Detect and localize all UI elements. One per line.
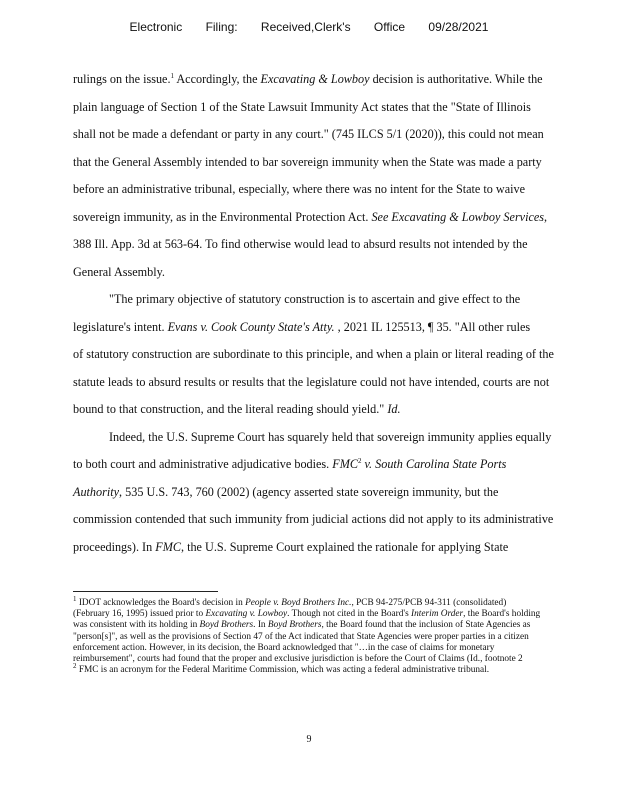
paragraph-1: [73, 66, 593, 286]
header-office: Office: [373, 20, 406, 34]
footnote-ref-2: 2: [358, 456, 362, 465]
p2-l5-text-a: bound to that construction, and the literal reading should yield.": [73, 402, 388, 416]
p2-line-5: [73, 396, 593, 424]
case-name-evans: Evans v. Cook County State's Atty.: [167, 319, 335, 334]
footnote-2-number: 2: [73, 662, 77, 671]
p2-l2-text-a: legislature's intent.: [73, 319, 168, 334]
p2-line-1: "The primary objective of statutory construction is to ascertain and give effect to the: [109, 292, 521, 306]
p1-l1-text-b: Accordingly, the: [174, 72, 261, 86]
p3-line-3: [73, 479, 593, 507]
p3-l5-text-a: proceedings). In: [73, 539, 156, 554]
fn1-text-d: , the Board's holding was consistent with its holding in: [73, 609, 541, 631]
paragraph-3: [73, 424, 593, 562]
p2-line-4: statute leads to absurd results or results that the legislature could not have intended, courts are not: [73, 374, 550, 389]
footnote-ref-1: 1: [170, 71, 174, 80]
footnote-1: [73, 594, 543, 665]
footnote-divider: [73, 591, 218, 592]
fn1-text-a: IDOT acknowledges the Board's decision in: [76, 598, 246, 608]
header-received-clerks: Received,Clerk's: [260, 20, 351, 34]
footnotes: [73, 594, 543, 676]
p1-line-4: that the General Assembly intended to bar sovereign immunity when the State was made a party: [73, 154, 542, 169]
p1-line-2: plain language of Section 1 of the State Lawsuit Immunity Act states that the "State of Illinois: [73, 99, 531, 114]
fn1-case-excavating-lowboy: Excavating v. Lowboy: [205, 609, 288, 620]
p3-l3-text-b: , 535 U.S. 743, 760 (2002) (agency asserted state sovereign immunity, but the: [119, 484, 499, 499]
p1-l1-text-c: decision is authoritative. While the: [369, 72, 543, 86]
fn1-text-f: , the Board found that the inclusion of State Agencies as "person[s]", as well as the provisions of Section 47 of the Act indicated that State Agencies were proper parties in a citizen enforcement action. However, in its decision, the Board acknowledged that "…in the case of claims for monetary reimbursement", courts had found that the proper and exclusive jurisdiction is before the Court of Claims (Id., footnote 2: [73, 620, 531, 665]
p2-l2-text-b: , 2021 IL 125513, ¶ 35. "All other rules: [334, 319, 531, 334]
p1-line-3: shall not be made a defendant or party in any court." (745 ILCS 5/1 (2020)), this could not mean: [73, 127, 544, 141]
p1-line-8: General Assembly.: [73, 264, 165, 279]
paragraph-2: [73, 286, 593, 424]
p3-l5-text-b: , the U.S. Supreme Court explained the rationale for applying State: [180, 539, 509, 554]
case-name-fmc-2: FMC: [155, 539, 181, 554]
citation-excavating-lowboy-services: See Excavating & Lowboy Services: [371, 209, 545, 224]
p1-line-7: 388 Ill. App. 3d at 563-64. To find otherwise would lead to absurd results not intended by the: [73, 237, 528, 251]
case-name-authority: Authority: [73, 484, 120, 499]
p3-line-2: [73, 451, 593, 479]
header-date: 09/28/2021: [428, 20, 489, 34]
p3-line-5: [73, 534, 593, 562]
fn1-text-e: . In: [253, 620, 268, 631]
citation-id: Id.: [387, 402, 401, 416]
p1-l6-text-a: sovereign immunity, as in the Environmental Protection Act.: [73, 209, 372, 224]
filing-stamp-header: [0, 20, 618, 34]
footnote-1-number: 1: [73, 594, 77, 603]
p1-line-6: [73, 204, 593, 232]
p1-l6-text-b: ,: [544, 209, 548, 224]
fn1-interim-order: Interim Order: [411, 609, 464, 620]
case-name-fmc: FMC: [332, 457, 358, 471]
p2-line-2: [73, 314, 593, 342]
fn1-case-boyd-brothers: Boyd Brothers: [199, 620, 254, 631]
case-name-south-carolina: v. South Carolina State Ports: [361, 457, 507, 471]
p3-line-1: Indeed, the U.S. Supreme Court has squarely held that sovereign immunity applies equally: [109, 429, 552, 444]
fn2-text: FMC is an acronym for the Federal Maritime Commission, which was acting a federal administrative tribunal.: [76, 665, 490, 676]
p1-line-5: before an administrative tribunal, especially, where there was no intent for the State to waive: [73, 182, 526, 196]
footnote-2: [73, 662, 543, 676]
header-electronic: Electronic: [129, 20, 183, 34]
p2-line-3: of statutory construction are subordinate to this principle, and when a plain or literal reading of the: [73, 347, 554, 361]
body-text: [73, 66, 593, 561]
page-number: 9: [306, 734, 312, 745]
fn1-text-b: , PCB 94-275/PCB 94-311 (consolidated) (February 16, 1995) issued prior to: [73, 598, 507, 620]
p3-l2-text-a: to both court and administrative adjudicative bodies.: [73, 457, 333, 471]
p3-line-4: commission contended that such immunity from judicial actions did not apply to its administrative: [73, 512, 554, 526]
fn1-case-boyd-brothers-2: Boyd Brothers: [267, 620, 322, 631]
fn1-text-c: . Though not cited in the Board's: [287, 609, 412, 620]
p1-line-1: [73, 66, 593, 94]
header-filing: Filing:: [205, 20, 238, 34]
case-name-excavating-lowboy: Excavating & Lowboy: [260, 72, 370, 86]
p1-l1-text-a: rulings on the issue.: [73, 72, 171, 86]
fn1-case-boyd-brothers-inc: People v. Boyd Brothers Inc.: [245, 598, 352, 608]
